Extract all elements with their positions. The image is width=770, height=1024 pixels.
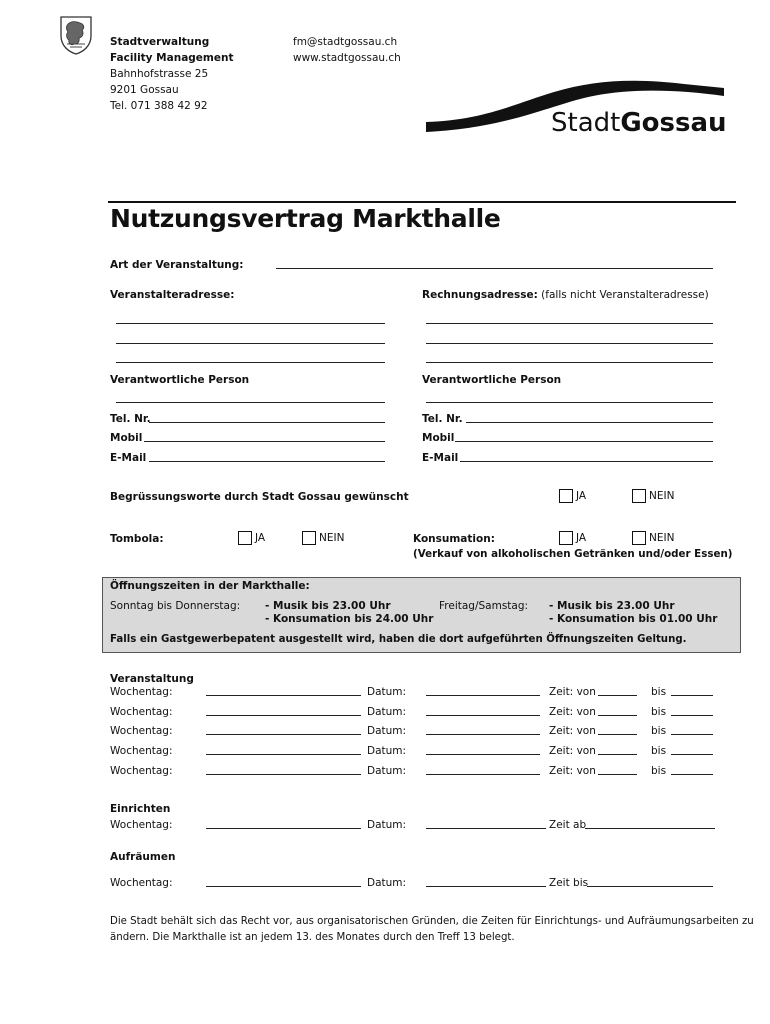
document-title: Nutzungsvertrag Markthalle xyxy=(110,204,501,233)
greeting-no-checkbox[interactable] xyxy=(632,489,646,503)
time-from-field[interactable] xyxy=(598,754,637,755)
time-from-label: Zeit: von xyxy=(549,725,596,737)
time-from-field[interactable] xyxy=(598,734,637,735)
tombola-yes-checkbox[interactable] xyxy=(238,531,252,545)
weekend-hours-label: Freitag/Samstag: xyxy=(439,600,529,612)
cleanup-date-label: Datum: xyxy=(367,877,407,889)
footer-note-line-1: Die Stadt behält sich das Recht vor, aus organisatorischen Gründen, die Zeiten für Einrichtungs- und Aufräumungsarbeiten zu xyxy=(110,916,754,927)
coat-of-arms-logo xyxy=(58,14,94,56)
website-link[interactable]: www.stadtgossau.ch xyxy=(293,52,401,64)
cleanup-time-label: Zeit bis xyxy=(549,877,589,889)
mobile-right-label: Mobil xyxy=(422,432,455,444)
billing-address-line-2[interactable] xyxy=(426,343,713,344)
setup-time-field[interactable] xyxy=(585,828,715,829)
weekday-label: Wochentag: xyxy=(110,725,173,737)
consumption-no-label: NEIN xyxy=(649,532,675,544)
organizer-address-line-1[interactable] xyxy=(116,323,385,324)
stadt-gossau-wordmark xyxy=(551,108,727,138)
weekday-field[interactable] xyxy=(206,754,361,755)
time-from-label: Zeit: von xyxy=(549,706,596,718)
wordmark-gossau: Gossau xyxy=(620,108,727,138)
billing-address-line-1[interactable] xyxy=(426,323,713,324)
tombola-no-label: NEIN xyxy=(319,532,345,544)
responsible-person-left-label: Verantwortliche Person xyxy=(110,374,250,386)
consumption-label: Konsumation: xyxy=(413,533,495,545)
email-left-field[interactable] xyxy=(149,461,385,462)
setup-time-label: Zeit ab xyxy=(549,819,587,831)
weekday-hours-label: Sonntag bis Donnerstag: xyxy=(110,600,241,612)
tombola-no-checkbox[interactable] xyxy=(302,531,316,545)
mobile-left-field[interactable] xyxy=(144,441,385,442)
opening-hours-heading: Öffnungszeiten in der Markthalle: xyxy=(110,580,310,592)
cleanup-weekday-field[interactable] xyxy=(206,886,361,887)
consumption-yes-label: JA xyxy=(576,532,587,544)
greeting-yes-checkbox[interactable] xyxy=(559,489,573,503)
greeting-no-label: NEIN xyxy=(649,490,675,502)
tombola-label: Tombola: xyxy=(110,533,164,545)
department-name: Facility Management xyxy=(110,52,234,64)
time-to-field[interactable] xyxy=(671,695,713,696)
email-link[interactable]: fm@stadtgossau.ch xyxy=(293,36,398,48)
time-from-field[interactable] xyxy=(598,774,637,775)
cleanup-date-field[interactable] xyxy=(426,886,546,887)
time-to-label: bis xyxy=(651,765,667,777)
org-name: Stadtverwaltung xyxy=(110,36,210,48)
time-to-label: bis xyxy=(651,706,667,718)
title-divider xyxy=(108,201,736,203)
setup-weekday-label: Wochentag: xyxy=(110,819,173,831)
billing-address-label: Rechnungsadresse: xyxy=(422,289,538,301)
event-type-label: Art der Veranstaltung: xyxy=(110,259,244,271)
tel-right-field[interactable] xyxy=(466,422,713,423)
cleanup-weekday-label: Wochentag: xyxy=(110,877,173,889)
consumption-yes-checkbox[interactable] xyxy=(559,531,573,545)
weekday-label: Wochentag: xyxy=(110,706,173,718)
responsible-person-left-field[interactable] xyxy=(116,402,385,403)
organizer-address-label: Veranstalteradresse: xyxy=(110,289,235,301)
billing-address-note: (falls nicht Veranstalteradresse) xyxy=(541,289,709,301)
weekday-label: Wochentag: xyxy=(110,765,173,777)
tombola-yes-label: JA xyxy=(255,532,266,544)
email-right-field[interactable] xyxy=(460,461,713,462)
date-label: Datum: xyxy=(367,686,407,698)
date-field[interactable] xyxy=(426,774,540,775)
consumption-note: (Verkauf von alkoholischen Getränken und/oder Essen) xyxy=(413,548,733,560)
time-to-field[interactable] xyxy=(671,754,713,755)
cleanup-heading: Aufräumen xyxy=(110,851,176,863)
time-from-label: Zeit: von xyxy=(549,686,596,698)
email-left-label: E-Mail xyxy=(110,452,147,464)
time-to-field[interactable] xyxy=(671,734,713,735)
date-label: Datum: xyxy=(367,745,407,757)
time-to-field[interactable] xyxy=(671,715,713,716)
tel-left-field[interactable] xyxy=(149,422,385,423)
city-address: 9201 Gossau xyxy=(110,84,179,96)
time-from-field[interactable] xyxy=(598,695,637,696)
greeting-label: Begrüssungsworte durch Stadt Gossau gewünscht xyxy=(110,491,409,503)
tel-right-label: Tel. Nr. xyxy=(422,413,463,425)
setup-heading: Einrichten xyxy=(110,803,171,815)
time-to-label: bis xyxy=(651,686,667,698)
date-field[interactable] xyxy=(426,715,540,716)
mobile-left-label: Mobil xyxy=(110,432,143,444)
setup-weekday-field[interactable] xyxy=(206,828,361,829)
date-label: Datum: xyxy=(367,725,407,737)
responsible-person-right-field[interactable] xyxy=(426,402,713,403)
weekday-field[interactable] xyxy=(206,734,361,735)
date-label: Datum: xyxy=(367,765,407,777)
footer-note xyxy=(110,914,754,946)
event-type-field[interactable] xyxy=(276,268,713,269)
mobile-right-field[interactable] xyxy=(455,441,713,442)
weekday-label: Wochentag: xyxy=(110,686,173,698)
weekday-field[interactable] xyxy=(206,715,361,716)
patent-note: Falls ein Gastgewerbepatent ausgestellt wird, haben die dort aufgeführten Öffnungszeiten Geltung. xyxy=(110,634,687,645)
cleanup-time-field[interactable] xyxy=(587,886,713,887)
weekend-consumption-hours: - Konsumation bis 01.00 Uhr xyxy=(549,613,718,625)
setup-date-field[interactable] xyxy=(426,828,546,829)
date-field[interactable] xyxy=(426,734,540,735)
street-address: Bahnhofstrasse 25 xyxy=(110,68,209,80)
setup-date-label: Datum: xyxy=(367,819,407,831)
time-to-label: bis xyxy=(651,745,667,757)
time-from-label: Zeit: von xyxy=(549,745,596,757)
billing-address-line-3[interactable] xyxy=(426,362,713,363)
event-schedule-heading: Veranstaltung xyxy=(110,673,194,685)
greeting-yes-label: JA xyxy=(576,490,587,502)
time-to-label: bis xyxy=(651,725,667,737)
time-to-field[interactable] xyxy=(671,774,713,775)
date-label: Datum: xyxy=(367,706,407,718)
organizer-address-line-2[interactable] xyxy=(116,343,385,344)
time-from-label: Zeit: von xyxy=(549,765,596,777)
organizer-address-line-3[interactable] xyxy=(116,362,385,363)
date-field[interactable] xyxy=(426,754,540,755)
consumption-no-checkbox[interactable] xyxy=(632,531,646,545)
date-field[interactable] xyxy=(426,695,540,696)
responsible-person-right-label: Verantwortliche Person xyxy=(422,374,562,386)
billing-address-heading xyxy=(422,288,709,303)
weekday-label: Wochentag: xyxy=(110,745,173,757)
wordmark-stadt: Stadt xyxy=(551,108,621,138)
weekend-music-hours: - Musik bis 23.00 Uhr xyxy=(549,600,675,612)
phone-number: Tel. 071 388 42 92 xyxy=(110,100,208,112)
tel-left-label: Tel. Nr. xyxy=(110,413,151,425)
weekday-consumption-hours: - Konsumation bis 24.00 Uhr xyxy=(265,613,434,625)
weekday-field[interactable] xyxy=(206,695,361,696)
weekday-music-hours: - Musik bis 23.00 Uhr xyxy=(265,600,391,612)
time-from-field[interactable] xyxy=(598,715,637,716)
weekday-field[interactable] xyxy=(206,774,361,775)
email-right-label: E-Mail xyxy=(422,452,459,464)
footer-note-line-2: ändern. Die Markthalle ist an jedem 13. des Monates durch den Treff 13 belegt. xyxy=(110,932,515,943)
